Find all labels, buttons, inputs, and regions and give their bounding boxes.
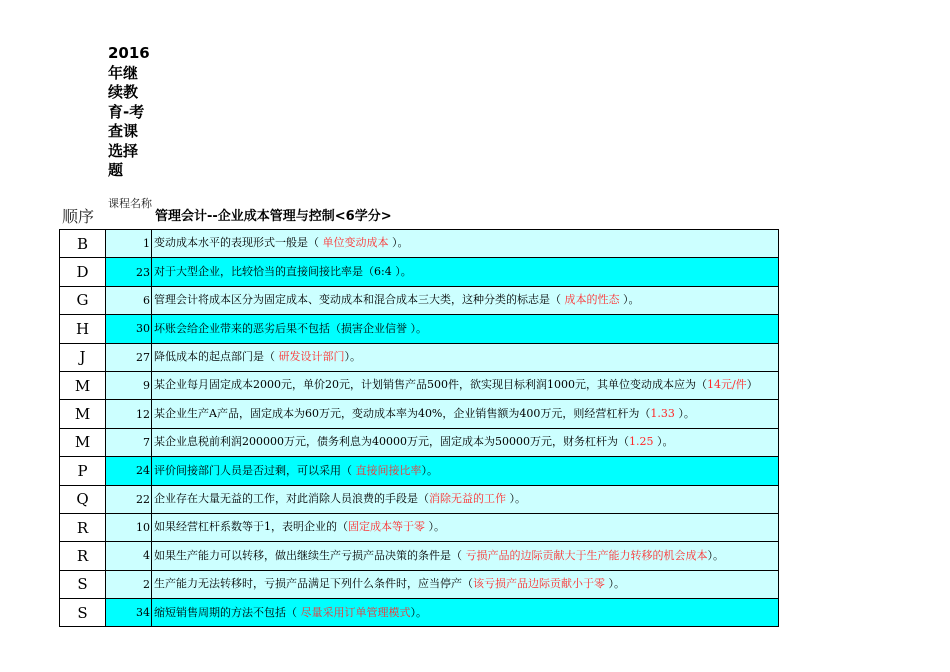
question-text-cell — [152, 343, 779, 371]
table-row — [60, 542, 779, 570]
row-number-cell: 2 — [106, 570, 152, 598]
question-tail: ）。 — [619, 293, 640, 307]
row-number-cell: 1 — [106, 230, 152, 258]
row-number-cell: 23 — [106, 258, 152, 286]
question-text-cell — [152, 513, 779, 541]
question-text-cell — [152, 400, 779, 428]
row-number-cell: 6 — [106, 286, 152, 314]
question-text-cell — [152, 371, 779, 399]
row-letter-cell: P — [60, 457, 106, 485]
table-row — [60, 400, 779, 428]
row-number-cell: 24 — [106, 457, 152, 485]
question-text-cell — [152, 570, 779, 598]
table-row — [60, 230, 779, 258]
answer-text: 消除无益的工作 — [429, 491, 506, 505]
row-number-cell: 7 — [106, 428, 152, 456]
table-row — [60, 428, 779, 456]
table-row — [60, 315, 779, 343]
row-number-cell: 30 — [106, 315, 152, 343]
answer-text: 研发设计部门 — [278, 350, 345, 363]
row-number-cell: 34 — [106, 599, 152, 627]
table-row — [60, 258, 779, 286]
answer-text: 亏损产品的边际贡献大于生产能力转移的机会成本 — [465, 548, 708, 562]
row-letter-cell: S — [60, 599, 106, 627]
question-text: 企业存在大量无益的工作，对此消除人员浪费的手段是（ — [154, 491, 429, 505]
row-number-cell: 22 — [106, 485, 152, 513]
table-row — [60, 485, 779, 513]
question-text: 降低成本的起点部门是（ — [154, 350, 279, 363]
table-row — [60, 457, 779, 485]
answer-text: 成本的性态 — [564, 293, 620, 307]
row-letter-cell: M — [60, 428, 106, 456]
row-number-cell: 10 — [106, 513, 152, 541]
question-rows — [60, 230, 779, 627]
table-row — [60, 599, 779, 627]
answer-text: 1.25 — [628, 435, 654, 449]
question-text: 生产能力无法转移时，亏损产品满足下列什么条件时，应当停产（ — [154, 577, 473, 591]
question-tail: ）。 — [410, 605, 427, 619]
row-letter-cell: G — [60, 286, 106, 314]
question-text-cell — [152, 599, 779, 627]
question-tail: ）。 — [605, 577, 625, 591]
row-letter-cell: S — [60, 570, 106, 598]
answer-text: 1.33 — [650, 406, 675, 420]
question-text: 对于大型企业，比较恰当的直接间接比率是（6:4 ）。 — [154, 264, 412, 278]
question-text-cell — [152, 457, 779, 485]
row-letter-cell: H — [60, 315, 106, 343]
question-tail: ）。 — [425, 520, 445, 534]
row-letter-cell: B — [60, 230, 106, 258]
table-row — [60, 343, 779, 371]
question-tail: ）。 — [674, 406, 695, 420]
answer-text: 尽量采用订单管理模式 — [300, 605, 411, 619]
row-letter-cell: Q — [60, 485, 106, 513]
question-text: 某企业生产A产品，固定成本为60万元，变动成本率为40%，企业销售额为400万元，则经营杠杆为（ — [154, 406, 651, 420]
question-text: 如果生产能力可以转移，做出继续生产亏损产品决策的条件是（ — [154, 548, 466, 562]
answer-text: 固定成本等于零 — [348, 520, 425, 534]
row-number-cell: 4 — [106, 542, 152, 570]
answer-text: 14元/件 — [706, 378, 747, 392]
answer-text: 该亏损产品边际贡献小于零 — [473, 577, 605, 591]
question-text-cell — [152, 428, 779, 456]
row-letter-cell: R — [60, 542, 106, 570]
document-title: 2016年继续教育-考查课选择题 — [108, 44, 150, 179]
header-sequence-label: 顺序 — [62, 207, 95, 226]
question-text: 坏账会给企业带来的恶劣后果不包括（损害企业信誉 ）。 — [154, 321, 427, 335]
question-text-cell — [152, 286, 779, 314]
question-text-cell — [152, 485, 779, 513]
question-text: 评价间接部门人员是否过剩，可以采用（ — [154, 463, 356, 477]
table-row — [60, 371, 779, 399]
question-tail: ）。 — [506, 491, 526, 505]
question-text-cell — [152, 542, 779, 570]
question-text: 如果经营杠杆系数等于1，表明企业的（ — [154, 520, 348, 534]
header-course-name-label: 课程名称 — [108, 197, 152, 210]
row-letter-cell: M — [60, 400, 106, 428]
question-tail: ）。 — [653, 435, 674, 449]
question-tail: ）。 — [344, 350, 361, 363]
question-tail: ）。 — [388, 236, 409, 250]
question-tail: ） — [746, 378, 758, 392]
question-text: 变动成本水平的表现形式一般是（ — [154, 236, 323, 250]
row-number-cell: 12 — [106, 400, 152, 428]
question-text: 某企业每月固定成本2000元，单价20元，计划销售产品500件，欲实现目标利润1000元，其单位变动成本应为（ — [154, 378, 707, 392]
question-text-cell — [152, 315, 779, 343]
question-text-cell — [152, 230, 779, 258]
course-heading: 管理会计--企业成本管理与控制<6学分> — [155, 209, 392, 224]
row-number-cell: 9 — [106, 371, 152, 399]
table-row — [60, 570, 779, 598]
answer-text: 直接间接比率 — [355, 463, 422, 477]
question-text: 某企业息税前利润200000万元，债务利息为40000万元，固定成本为50000万元，财务杠杆为（ — [154, 435, 629, 449]
question-tail: ）。 — [707, 548, 724, 562]
question-tail: ）。 — [421, 463, 438, 477]
table-row — [60, 286, 779, 314]
question-text: 缩短销售周期的方法不包括（ — [154, 605, 301, 619]
row-letter-cell: D — [60, 258, 106, 286]
question-text: 管理会计将成本区分为固定成本、变动成本和混合成本三大类，这种分类的标志是（ — [154, 293, 565, 307]
table-row — [60, 513, 779, 541]
row-letter-cell: M — [60, 371, 106, 399]
row-number-cell: 27 — [106, 343, 152, 371]
row-letter-cell: R — [60, 513, 106, 541]
answer-text: 单位变动成本 — [322, 236, 389, 250]
question-table — [59, 229, 779, 627]
row-letter-cell: J — [60, 343, 106, 371]
question-text-cell — [152, 258, 779, 286]
